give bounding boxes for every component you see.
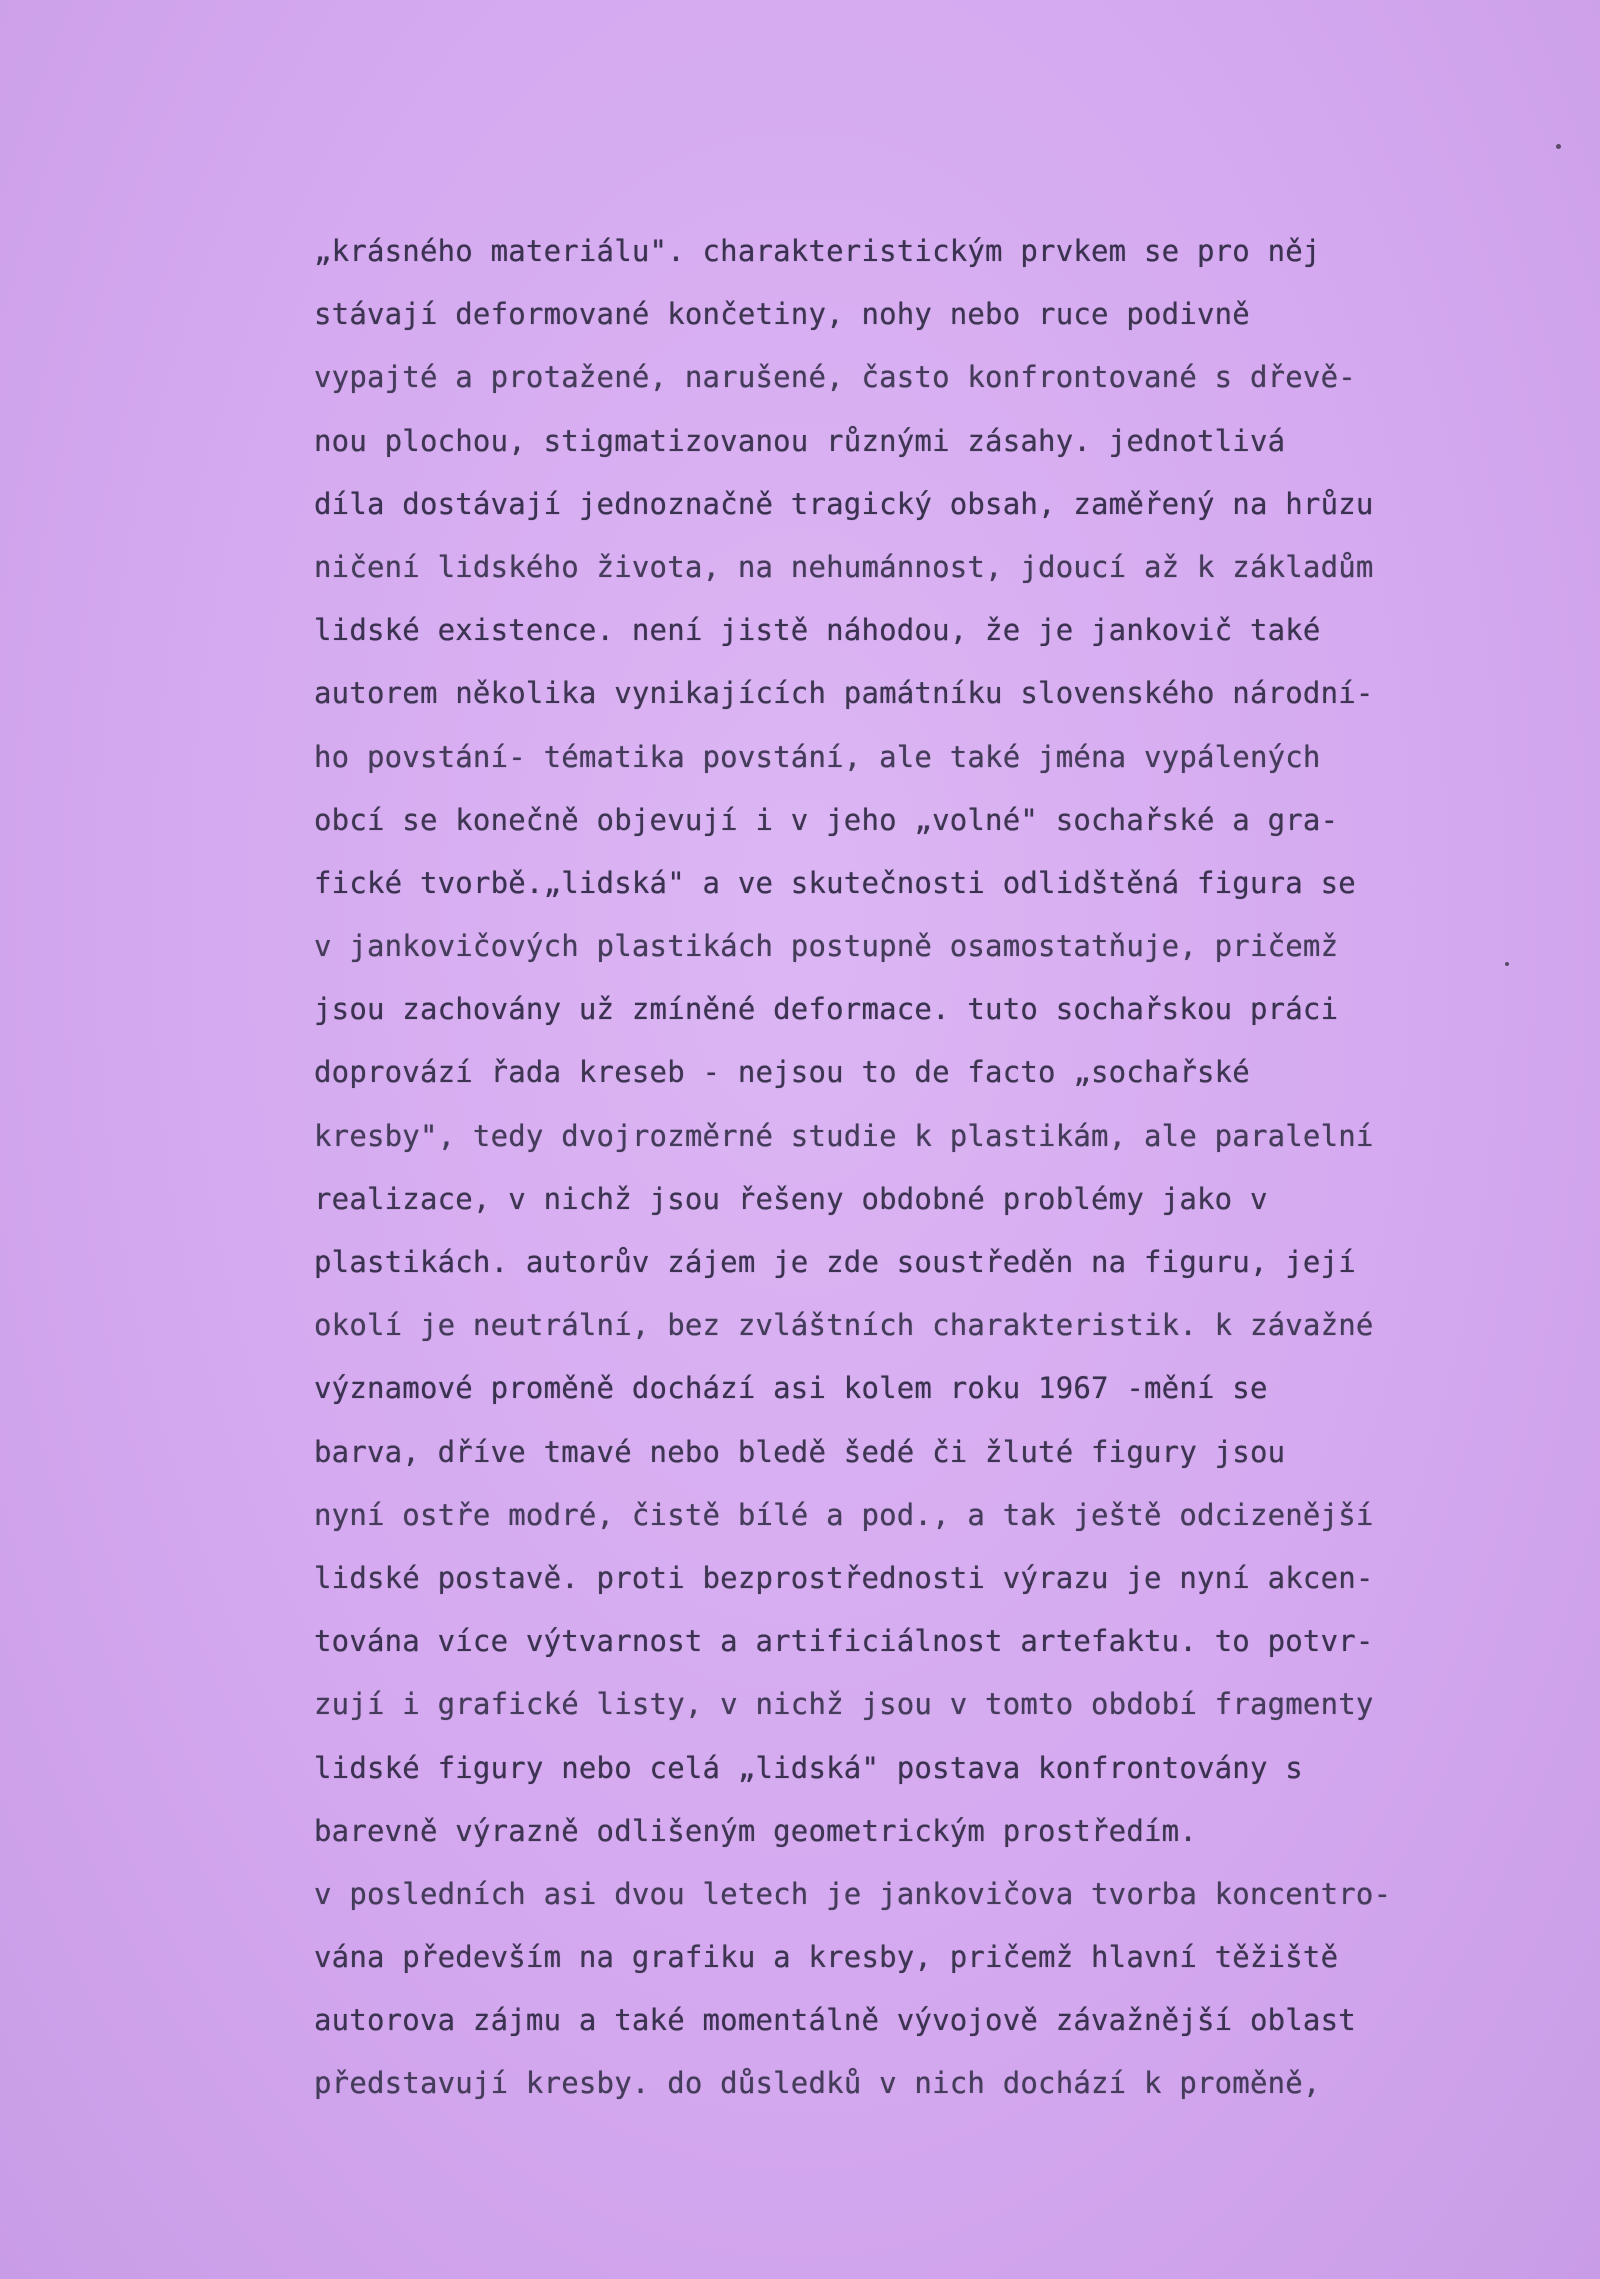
text-line: obcí se konečně objevují i v jeho „volné" sochařské a gra- [314, 802, 1339, 837]
text-line: „krásného materiálu". charakteristickým prvkem se pro něj [314, 234, 1321, 268]
text-line: představují kresby. do důsledků v nich dochází k proměně, [314, 2066, 1321, 2101]
text-line: lidské postavě. proti bezprostřednosti výrazu je nyní akcen- [314, 1560, 1374, 1595]
text-line: lidské existence. není jistě náhodou, že je jankovič také [314, 613, 1321, 648]
text-line: jsou zachovány už zmíněné deformace. tuto sochařskou práci [314, 992, 1339, 1027]
text-line: zují i grafické listy, v nichž jsou v tomto období fragmenty [314, 1687, 1374, 1722]
text-line: autorem několika vynikajících památníku slovenského národní- [314, 676, 1374, 711]
text-line: v jankovičových plastikách postupně osamostatňuje, pričemž [314, 929, 1339, 964]
text-line: plastikách. autorův zájem je zde soustředěn na figuru, její [314, 1245, 1356, 1279]
text-line: realizace, v nichž jsou řešeny obdobné problémy jako v [314, 1181, 1268, 1216]
text-line: stávají deformované končetiny, nohy nebo ruce podivně [314, 297, 1250, 332]
text-line: významové proměně dochází asi kolem roku 1967 -mění se [314, 1371, 1268, 1406]
text-line: ho povstání- tématika povstání, ale také jména vypálených [314, 739, 1321, 774]
text-line: vána především na grafiku a kresby, pričemž hlavní těžiště [314, 1940, 1339, 1975]
text-line: barva, dříve tmavé nebo bledě šedé či žluté figury jsou [314, 1434, 1286, 1469]
text-line: lidské figury nebo celá „lidská" postava konfrontovány s [314, 1750, 1303, 1785]
text-line: v posledních asi dvou letech je jankovičova tvorba koncentro- [314, 1876, 1392, 1911]
body-text [314, 220, 1514, 2116]
text-line: vypajté a protažené, narušené, často konfrontované s dřevě- [314, 360, 1356, 395]
text-line: díla dostávají jednoznačně tragický obsah, zaměřený na hrůzu [314, 486, 1374, 521]
text-line: kresby", tedy dvojrozměrné studie k plastikám, ale paralelní [314, 1118, 1374, 1153]
text-line: barevně výrazně odlišeným geometrickým prostředím. [314, 1813, 1197, 1848]
text-line: autorova zájmu a také momentálně vývojově závažnější oblast [314, 2003, 1356, 2038]
text-line: nyní ostře modré, čistě bílé a pod., a tak ještě odcizenější [314, 1497, 1374, 1532]
text-line: nou plochou, stigmatizovanou různými zásahy. jednotlivá [314, 423, 1286, 458]
text-line: tována více výtvarnost a artificiálnost artefaktu. to potvr- [314, 1624, 1374, 1659]
text-line: doprovází řada kreseb - nejsou to de facto „sochařské [314, 1055, 1250, 1090]
text-line: ničení lidského života, na nehumánnost, jdoucí až k základům [314, 549, 1374, 584]
paper-speck [1556, 144, 1561, 149]
text-line: okolí je neutrální, bez zvláštních charakteristik. k závažné [314, 1308, 1374, 1343]
text-line: fické tvorbě.„lidská" a ve skutečnosti odlidštěná figura se [314, 865, 1356, 900]
